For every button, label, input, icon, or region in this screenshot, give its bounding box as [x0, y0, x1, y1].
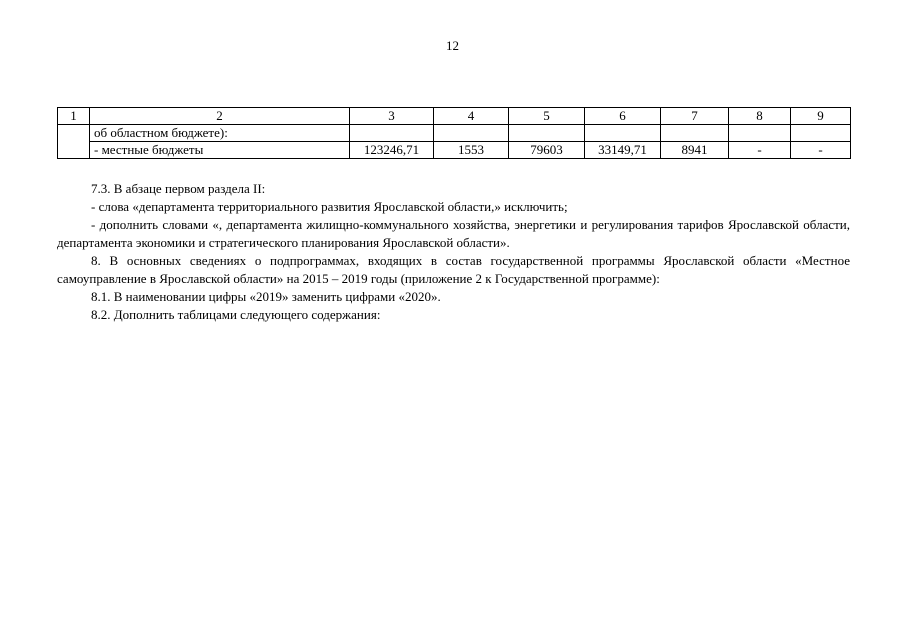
table-index-cell: [58, 125, 90, 159]
paragraph-8: 8. В основных сведениях о подпрограммах, входящих в состав государственной программы Ярославской области «Местное самоуправление в Ярославской области» на 2015 – 2019 годы (приложение 2 к Государственной программе):: [57, 253, 850, 286]
paragraph-7-3: 7.3. В абзаце первом раздела II:: [91, 181, 266, 196]
table-cell: 79603: [509, 142, 585, 159]
paragraph-add-words: - дополнить словами «, департамента жилищно-коммунального хозяйства, энергетики и регулирования тарифов Ярославской области, департамента экономики и стратегического планирования Ярославской области».: [57, 217, 850, 250]
table-header-cell: 6: [585, 108, 661, 125]
table-header-cell: 4: [434, 108, 509, 125]
paragraph-8-1: 8.1. В наименовании цифры «2019» заменить цифрами «2020».: [91, 289, 441, 304]
table-cell: [661, 125, 729, 142]
table-row-label: об областном бюджете):: [90, 125, 350, 142]
table-header-cell: 7: [661, 108, 729, 125]
table-cell: [791, 125, 851, 142]
paragraph-remove-words: - слова «департамента территориального развития Ярославской области,» исключить;: [91, 199, 568, 214]
table-row: [58, 142, 851, 159]
table-cell: 8941: [661, 142, 729, 159]
table-cell: [585, 125, 661, 142]
table-row: [58, 125, 851, 142]
table-cell: 1553: [434, 142, 509, 159]
table-cell: -: [729, 142, 791, 159]
table-cell: 123246,71: [350, 142, 434, 159]
paragraph-8-2: 8.2. Дополнить таблицами следующего содержания:: [91, 307, 381, 322]
table-header-cell: 9: [791, 108, 851, 125]
table-cell: -: [791, 142, 851, 159]
table-cell: 33149,71: [585, 142, 661, 159]
document-body: [57, 180, 850, 324]
page-number: 12: [446, 38, 459, 53]
budget-table: [57, 107, 851, 159]
table-cell: [509, 125, 585, 142]
table-header-row: [58, 108, 851, 125]
table-cell: [729, 125, 791, 142]
table-header-cell: 8: [729, 108, 791, 125]
table-cell: [350, 125, 434, 142]
table-header-cell: 2: [90, 108, 350, 125]
table-header-cell: 5: [509, 108, 585, 125]
table-header-cell: 3: [350, 108, 434, 125]
table-row-label: - местные бюджеты: [90, 142, 350, 159]
table-cell: [434, 125, 509, 142]
table-header-cell: 1: [58, 108, 90, 125]
